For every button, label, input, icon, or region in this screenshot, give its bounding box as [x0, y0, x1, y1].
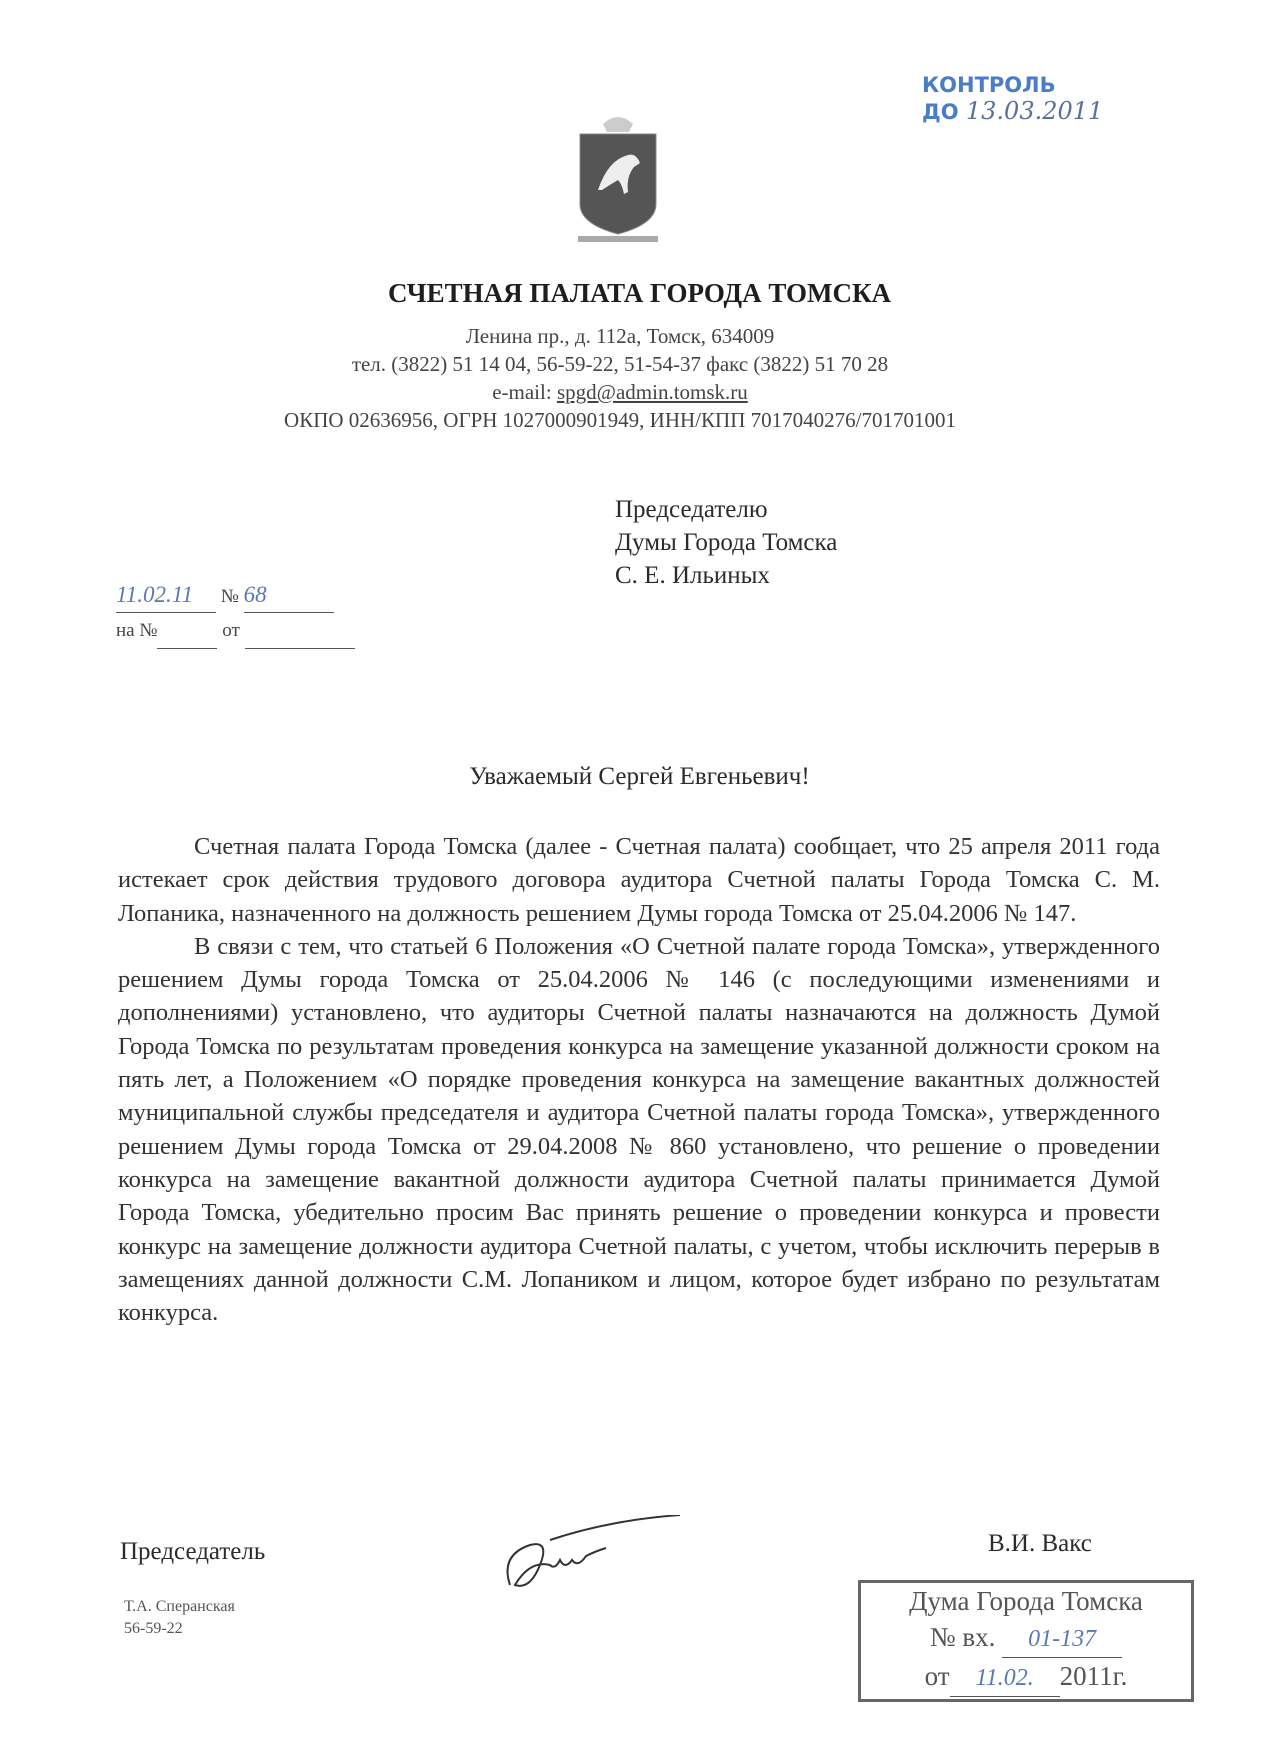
outgoing-number: 68 — [244, 578, 334, 613]
signature-icon — [490, 1515, 690, 1605]
outgoing-date: 11.02.11 — [116, 578, 216, 613]
coat-of-arms-icon — [568, 110, 668, 250]
executor — [124, 1596, 235, 1640]
greeting: Уважаемый Сергей Евгеньевич! — [469, 763, 810, 790]
registry-codes: ОКПО 02636956, ОГРН 1027000901949, ИНН/КПП 7017040276/701701001 — [284, 408, 956, 432]
addressee-line: Думы Города Томска — [615, 529, 838, 556]
addressee — [615, 493, 837, 592]
paragraph: В связи с тем, что статьей 6 Положения «О Счетной палате города Томска», утвержденного решением Думы города Томска от 25.04.2006 № 146 (с последующими изменениями и дополнениями) установлено, что аудиторы Счетной палаты назначаются на должность Думой Города Томска по результатам проведения конкурса на замещение указанной должности сроком на пять лет, а Положением «О порядке проведения конкурса на замещение вакантных должностей муниципальной службы председателя и аудитора Счетной палаты города Томска», утвержденного решением Думы города Томска от 29.04.2008 № 860 установлено, что решение о проведении конкурса на замещение вакантной должности аудитора Счетной палаты принимается Думой Города Томска, убедительно просим Вас принять решение о проведении конкурса и провести конкурс на замещение должности аудитора Счетной палаты, с учетом, чтобы исключить перерыв в замещениях данной должности С.М. Лопаником и лицом, которое будет избрано по результатам конкурса. — [118, 932, 1160, 1327]
outgoing-reference — [116, 578, 355, 649]
incoming-stamp — [858, 1580, 1194, 1702]
phones: тел. (3822) 51 14 04, 56-59-22, 51-54-37 факс (3822) 51 70 28 — [351, 352, 889, 376]
stamp-from-label: от — [924, 1661, 950, 1691]
control-label: КОНТРОЛЬ — [922, 73, 1056, 97]
number-label: № — [220, 586, 239, 607]
addressee-line: С. Е. Ильиных — [615, 562, 770, 589]
letter-body — [118, 830, 1160, 1329]
stamp-year: 2011 — [1059, 1661, 1113, 1691]
stamp-title: Дума Города Томска — [909, 1586, 1143, 1616]
signer-name: В.И. Вакс — [988, 1530, 1092, 1557]
control-prefix: ДО — [922, 100, 959, 124]
stamp-number: 01-137 — [1002, 1621, 1122, 1658]
stamp-number-label: № вх. — [929, 1622, 996, 1652]
addressee-line: Председателю — [615, 496, 768, 523]
email-link[interactable]: spgd@admin.tomsk.ru — [556, 380, 748, 404]
stamp-year-suffix: г. — [1112, 1661, 1128, 1691]
control-date: 13.03.2011 — [965, 97, 1104, 125]
email-label: e-mail: — [492, 380, 552, 404]
reply-label: на № — [116, 620, 158, 641]
organization-title: СЧЕТНАЯ ПАЛАТА ГОРОДА ТОМСКА — [387, 278, 892, 308]
control-stamp — [922, 72, 1103, 125]
paragraph: Счетная палата Города Томска (далее - Счетная палата) сообщает, что 25 апреля 2011 года истекает срок действия трудового договора аудитора Счетной палаты Города Томска С. М. Лопаника, назначенного на должность решением Думы города Томска от 25.04.2006 № 147. — [118, 833, 1160, 927]
address: Ленина пр., д. 112а, Томск, 634009 — [465, 324, 775, 348]
executor-name: Т.А. Сперанская — [124, 1598, 235, 1615]
stamp-date: 11.02. — [950, 1660, 1060, 1697]
letterhead-contacts — [0, 322, 1240, 434]
signer-position: Председатель — [120, 1538, 266, 1565]
from-label: от — [222, 620, 240, 641]
executor-phone: 56-59-22 — [124, 1620, 183, 1637]
